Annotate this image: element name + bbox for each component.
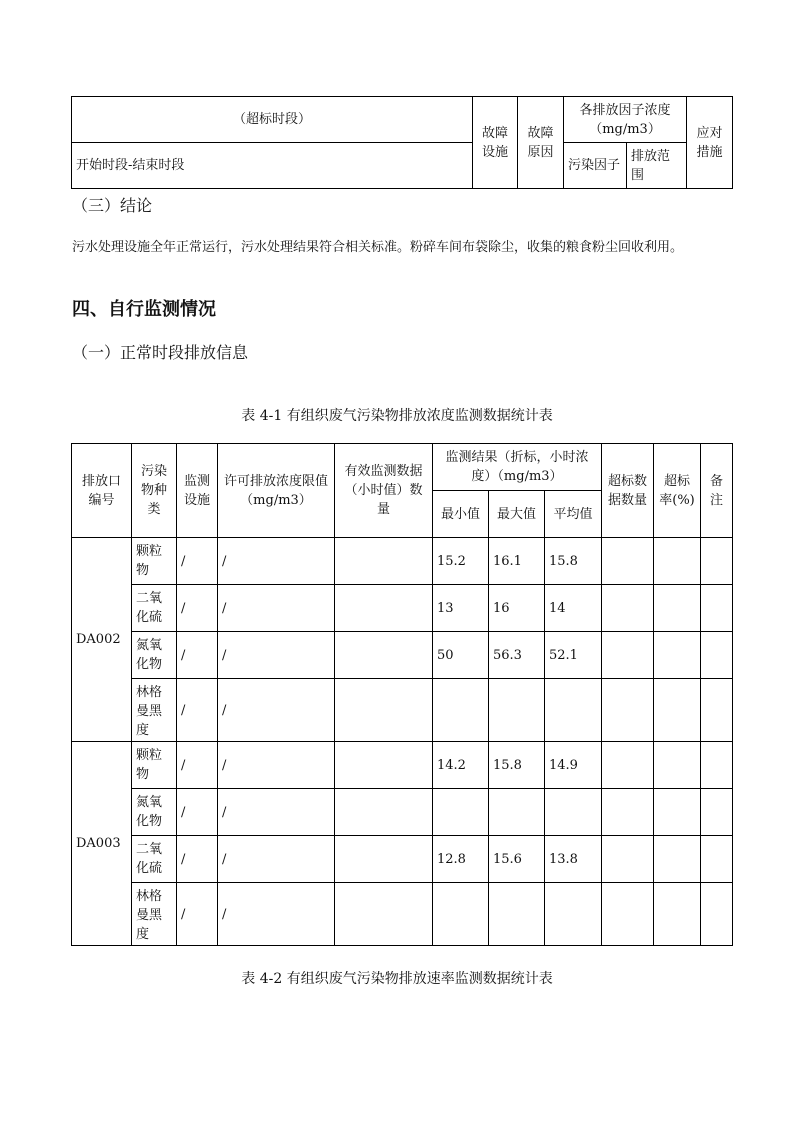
exceed-count-cell (602, 836, 654, 883)
avg-cell (545, 883, 602, 946)
exceed-rate-cell (654, 538, 701, 585)
pollutant-cell: 颗粒物 (132, 742, 177, 789)
exceedance-table (71, 96, 733, 189)
exceed-count-cell (602, 538, 654, 585)
outlet-cell: DA003 (72, 742, 132, 946)
exceed-rate-cell (654, 789, 701, 836)
fault-reason-header: 故障原因 (518, 97, 564, 189)
avg-cell: 15.8 (545, 538, 602, 585)
exceed-rate-cell (654, 742, 701, 789)
exceed-count-cell (602, 585, 654, 632)
note-cell (701, 679, 733, 742)
max-header: 最大值 (489, 491, 545, 538)
note-header: 备注 (701, 444, 733, 538)
period-range-cell: 开始时段-结束时段 (72, 143, 473, 189)
pollutant-type-header: 污染物种类 (132, 444, 177, 538)
facility-cell: / (177, 632, 218, 679)
table41 (71, 443, 733, 946)
min-cell: 13 (433, 585, 489, 632)
pollutant-cell: 氮氧化物 (132, 632, 177, 679)
avg-cell: 52.1 (545, 632, 602, 679)
max-cell (489, 883, 545, 946)
max-cell (489, 679, 545, 742)
table-row (72, 538, 733, 585)
valid-count-cell (335, 789, 433, 836)
exceed-rate-cell (654, 679, 701, 742)
outlet-header: 排放口编号 (72, 444, 132, 538)
concentration-header: 各排放因子浓度（mg/m3） (564, 97, 687, 143)
note-cell (701, 538, 733, 585)
exceed-count-header: 超标数据数量 (602, 444, 654, 538)
exceed-rate-cell (654, 836, 701, 883)
min-cell (433, 883, 489, 946)
valid-count-cell (335, 742, 433, 789)
limit-cell: / (218, 789, 335, 836)
facility-cell: / (177, 538, 218, 585)
table-row (72, 836, 733, 883)
exceed-count-cell (602, 742, 654, 789)
exceed-rate-cell (654, 585, 701, 632)
outlet-cell: DA002 (72, 538, 132, 742)
section-conclusion-heading: （三）结论 (72, 196, 153, 215)
normal-period-subheading: （一）正常时段排放信息 (72, 343, 249, 362)
note-cell (701, 789, 733, 836)
exceed-count-cell (602, 789, 654, 836)
max-cell: 56.3 (489, 632, 545, 679)
max-cell: 16.1 (489, 538, 545, 585)
pollutant-cell: 二氧化硫 (132, 836, 177, 883)
limit-cell: / (218, 632, 335, 679)
avg-cell (545, 679, 602, 742)
avg-cell: 14 (545, 585, 602, 632)
measures-header: 应对措施 (687, 97, 733, 189)
table-row (72, 883, 733, 946)
min-cell: 14.2 (433, 742, 489, 789)
limit-cell: / (218, 883, 335, 946)
pollutant-cell: 氮氧化物 (132, 789, 177, 836)
valid-count-cell (335, 836, 433, 883)
max-cell: 15.6 (489, 836, 545, 883)
limit-cell: / (218, 742, 335, 789)
facility-cell: / (177, 679, 218, 742)
result-header: 监测结果（折标，小时浓度）（mg/m3） (433, 444, 602, 491)
min-header: 最小值 (433, 491, 489, 538)
table-row (72, 585, 733, 632)
pollutant-cell: 颗粒物 (132, 538, 177, 585)
limit-cell: / (218, 836, 335, 883)
avg-cell (545, 789, 602, 836)
note-cell (701, 742, 733, 789)
limit-cell: / (218, 679, 335, 742)
table-row (72, 742, 733, 789)
table41-caption: 表 4-1 有组织废气污染物排放浓度监测数据统计表 (241, 408, 553, 424)
facility-cell: / (177, 585, 218, 632)
avg-cell: 13.8 (545, 836, 602, 883)
avg-cell: 14.9 (545, 742, 602, 789)
facility-cell: / (177, 836, 218, 883)
facility-cell: / (177, 742, 218, 789)
exceed-count-cell (602, 632, 654, 679)
conclusion-paragraph: 污水处理设施全年正常运行，污水处理结果符合相关标准。粉碎车间布袋除尘，收集的粮食粉尘回收利用。 (72, 240, 684, 255)
table-row (72, 679, 733, 742)
range-header: 排放范围 (627, 143, 687, 189)
exceed-rate-cell (654, 632, 701, 679)
table-row (72, 632, 733, 679)
min-cell: 50 (433, 632, 489, 679)
exceed-rate-cell (654, 883, 701, 946)
table-row (72, 789, 733, 836)
note-cell (701, 836, 733, 883)
min-cell: 12.8 (433, 836, 489, 883)
pollutant-cell: 林格曼黑度 (132, 679, 177, 742)
section-monitoring-heading: 四、自行监测情况 (72, 299, 216, 320)
valid-count-cell (335, 538, 433, 585)
note-cell (701, 883, 733, 946)
limit-header: 许可排放浓度限值（mg/m3） (218, 444, 335, 538)
min-cell: 15.2 (433, 538, 489, 585)
exceed-rate-header: 超标率(%) (654, 444, 701, 538)
max-cell: 16 (489, 585, 545, 632)
valid-count-cell (335, 883, 433, 946)
limit-cell: / (218, 585, 335, 632)
valid-count-cell (335, 585, 433, 632)
max-cell (489, 789, 545, 836)
pollutant-header: 污染因子 (564, 143, 627, 189)
exceed-period-header: （超标时段） (72, 97, 473, 143)
note-cell (701, 585, 733, 632)
facility-cell: / (177, 883, 218, 946)
avg-header: 平均值 (545, 491, 602, 538)
min-cell (433, 679, 489, 742)
min-cell (433, 789, 489, 836)
table42-caption: 表 4-2 有组织废气污染物排放速率监测数据统计表 (241, 971, 553, 987)
pollutant-cell: 二氧化硫 (132, 585, 177, 632)
valid-count-header: 有效监测数据（小时值）数量 (335, 444, 433, 538)
note-cell (701, 632, 733, 679)
facility-cell: / (177, 789, 218, 836)
pollutant-cell: 林格曼黑度 (132, 883, 177, 946)
limit-cell: / (218, 538, 335, 585)
valid-count-cell (335, 679, 433, 742)
valid-count-cell (335, 632, 433, 679)
exceed-count-cell (602, 883, 654, 946)
max-cell: 15.8 (489, 742, 545, 789)
fault-facility-header: 故障设施 (473, 97, 518, 189)
exceed-count-cell (602, 679, 654, 742)
facility-header: 监测设施 (177, 444, 218, 538)
